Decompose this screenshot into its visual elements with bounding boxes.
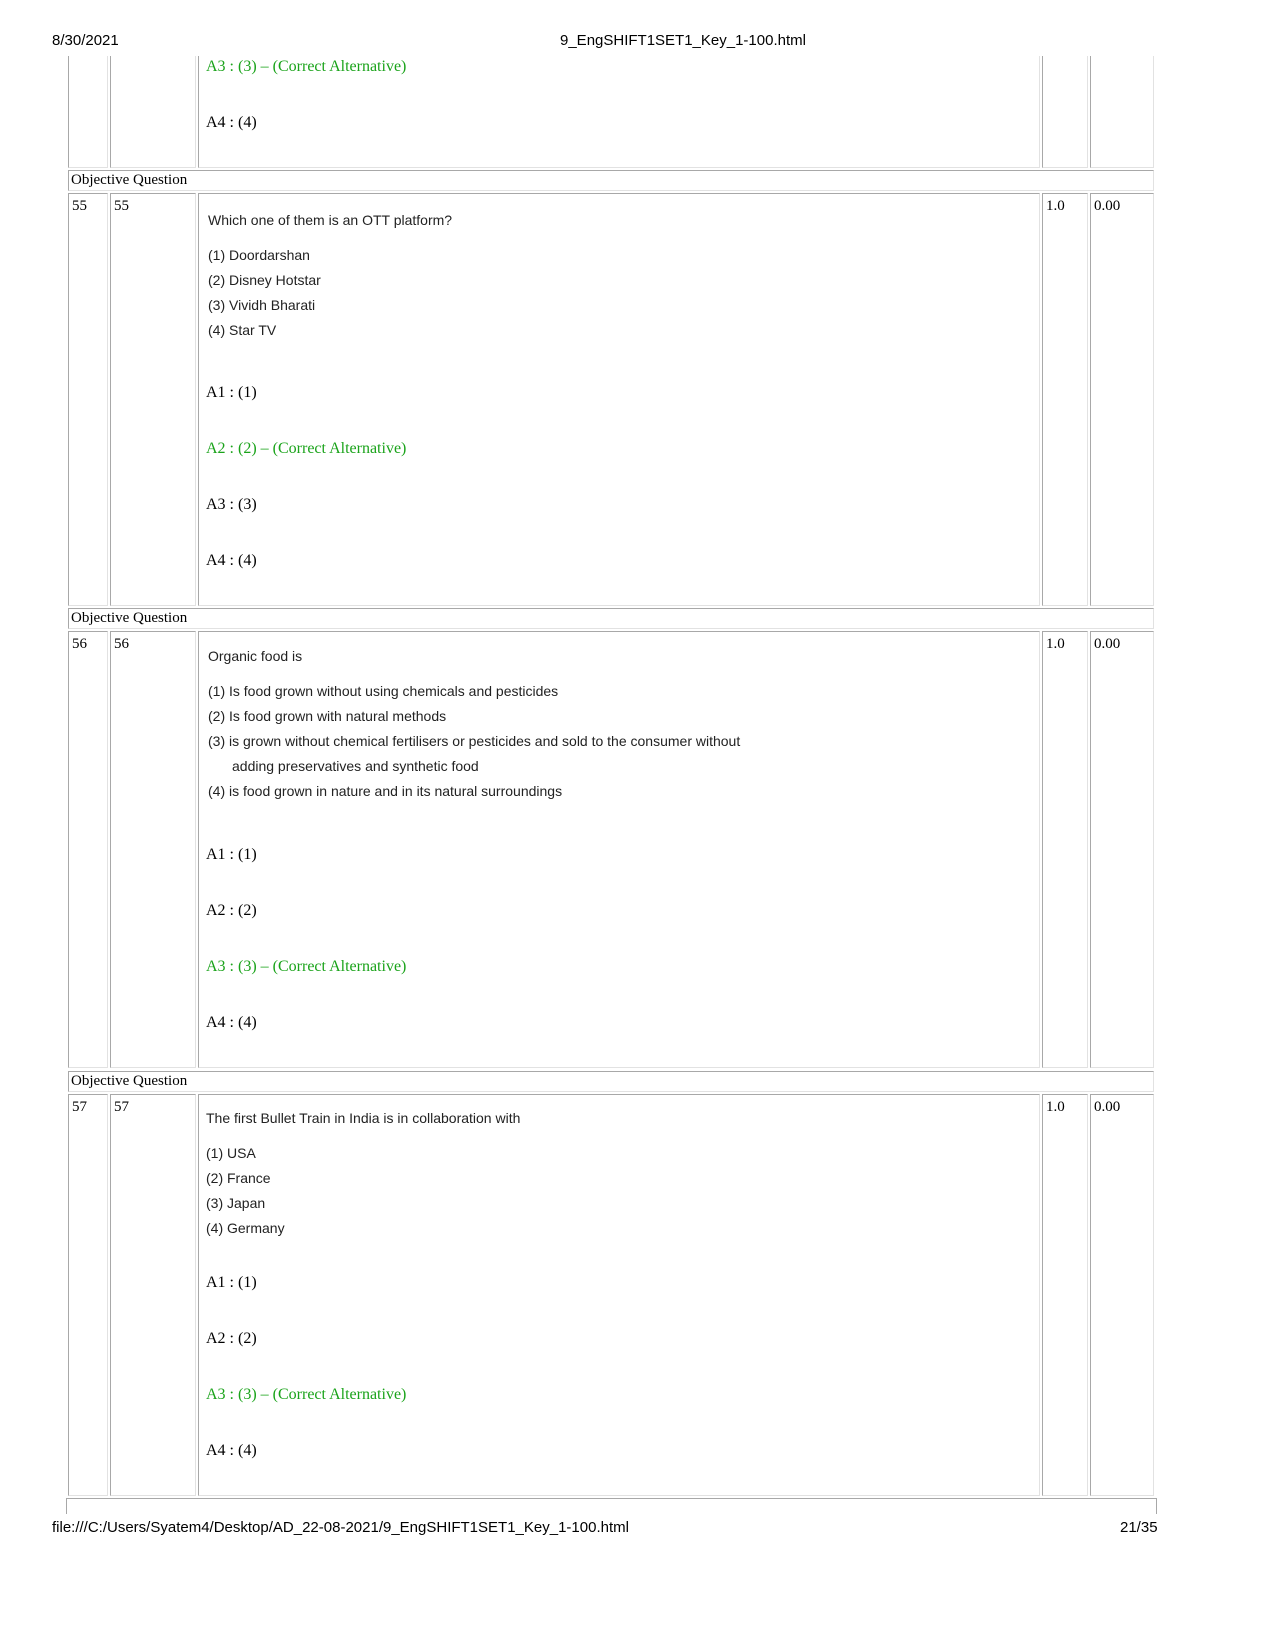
question-option: (1) Is food grown without using chemicals and pesticides <box>208 683 559 699</box>
question-stem: Which one of them is an OTT platform? <box>208 212 453 228</box>
negative-marks: 0.00 <box>1090 193 1154 606</box>
file-path: file:///C:/Users/Syatem4/Desktop/AD_22-08-2021/9_EngSHIFT1SET1_Key_1-100.html <box>52 1519 629 1536</box>
question-text <box>206 1106 520 1241</box>
serial-number: 56 <box>68 631 108 1068</box>
question-option: (2) Disney Hotstar <box>208 272 321 288</box>
question-option: (3) is grown without chemical fertilisers or pesticides and sold to the consumer without <box>208 733 741 749</box>
answer-option-4: A4 : (4) <box>206 114 257 131</box>
table-border <box>67 1498 1156 1499</box>
answer-option-4: A4 : (4) <box>206 1014 257 1031</box>
question-option: (2) Is food grown with natural methods <box>208 708 447 724</box>
answer-option-3: A3 : (3) <box>206 496 257 513</box>
table-border <box>1156 1498 1157 1514</box>
partial-marks-cell <box>1042 56 1088 168</box>
answer-option-2: A2 : (2) <box>206 1330 257 1347</box>
partial-sno-cell <box>68 56 108 168</box>
partial-negative-cell <box>1090 56 1154 168</box>
question-option: (3) Vividh Bharati <box>208 297 316 313</box>
answer-option-4: A4 : (4) <box>206 552 257 569</box>
document-title: 9_EngSHIFT1SET1_Key_1-100.html <box>560 32 806 49</box>
section-label: Objective Question <box>68 1071 1154 1092</box>
answer-option-1: A1 : (1) <box>206 1274 257 1291</box>
question-stem: The first Bullet Train in India is in collaboration with <box>206 1110 521 1126</box>
question-option: (4) Germany <box>206 1220 285 1236</box>
question-option: (4) is food grown in nature and in its natural surroundings <box>208 783 563 799</box>
answer-option-2: A2 : (2) <box>206 902 257 919</box>
question-option: (1) USA <box>206 1145 256 1161</box>
question-stem: Organic food is <box>208 648 303 664</box>
serial-number: 55 <box>68 193 108 606</box>
question-option: (3) Japan <box>206 1195 266 1211</box>
table-border <box>66 1498 67 1514</box>
serial-number: 57 <box>68 1094 108 1496</box>
section-label: Objective Question <box>68 608 1154 629</box>
question-id: 57 <box>110 1094 196 1496</box>
answer-option-4: A4 : (4) <box>206 1442 257 1459</box>
question-id: 56 <box>110 631 196 1068</box>
marks: 1.0 <box>1042 631 1088 1068</box>
negative-marks: 0.00 <box>1090 1094 1154 1496</box>
question-option: (1) Doordarshan <box>208 247 310 263</box>
section-label: Objective Question <box>68 170 1154 191</box>
partial-qid-cell <box>110 56 196 168</box>
answer-option-3-correct: A3 : (3) – (Correct Alternative) <box>206 958 407 975</box>
marks: 1.0 <box>1042 1094 1088 1496</box>
question-text <box>208 208 452 343</box>
marks: 1.0 <box>1042 193 1088 606</box>
page-number: 21/35 <box>1120 1519 1158 1536</box>
question-option: (4) Star TV <box>208 322 277 338</box>
answer-option-1: A1 : (1) <box>206 846 257 863</box>
answer-option-1: A1 : (1) <box>206 384 257 401</box>
negative-marks: 0.00 <box>1090 631 1154 1068</box>
question-text <box>208 644 740 804</box>
question-id: 55 <box>110 193 196 606</box>
answer-option-3-correct: A3 : (3) – (Correct Alternative) <box>206 58 407 75</box>
answer-option-3-correct: A3 : (3) – (Correct Alternative) <box>206 1386 407 1403</box>
answer-option-2-correct: A2 : (2) – (Correct Alternative) <box>206 440 407 457</box>
question-option: (2) France <box>206 1170 271 1186</box>
print-date: 8/30/2021 <box>52 32 119 49</box>
question-option-continuation: adding preservatives and synthetic food <box>232 758 479 774</box>
